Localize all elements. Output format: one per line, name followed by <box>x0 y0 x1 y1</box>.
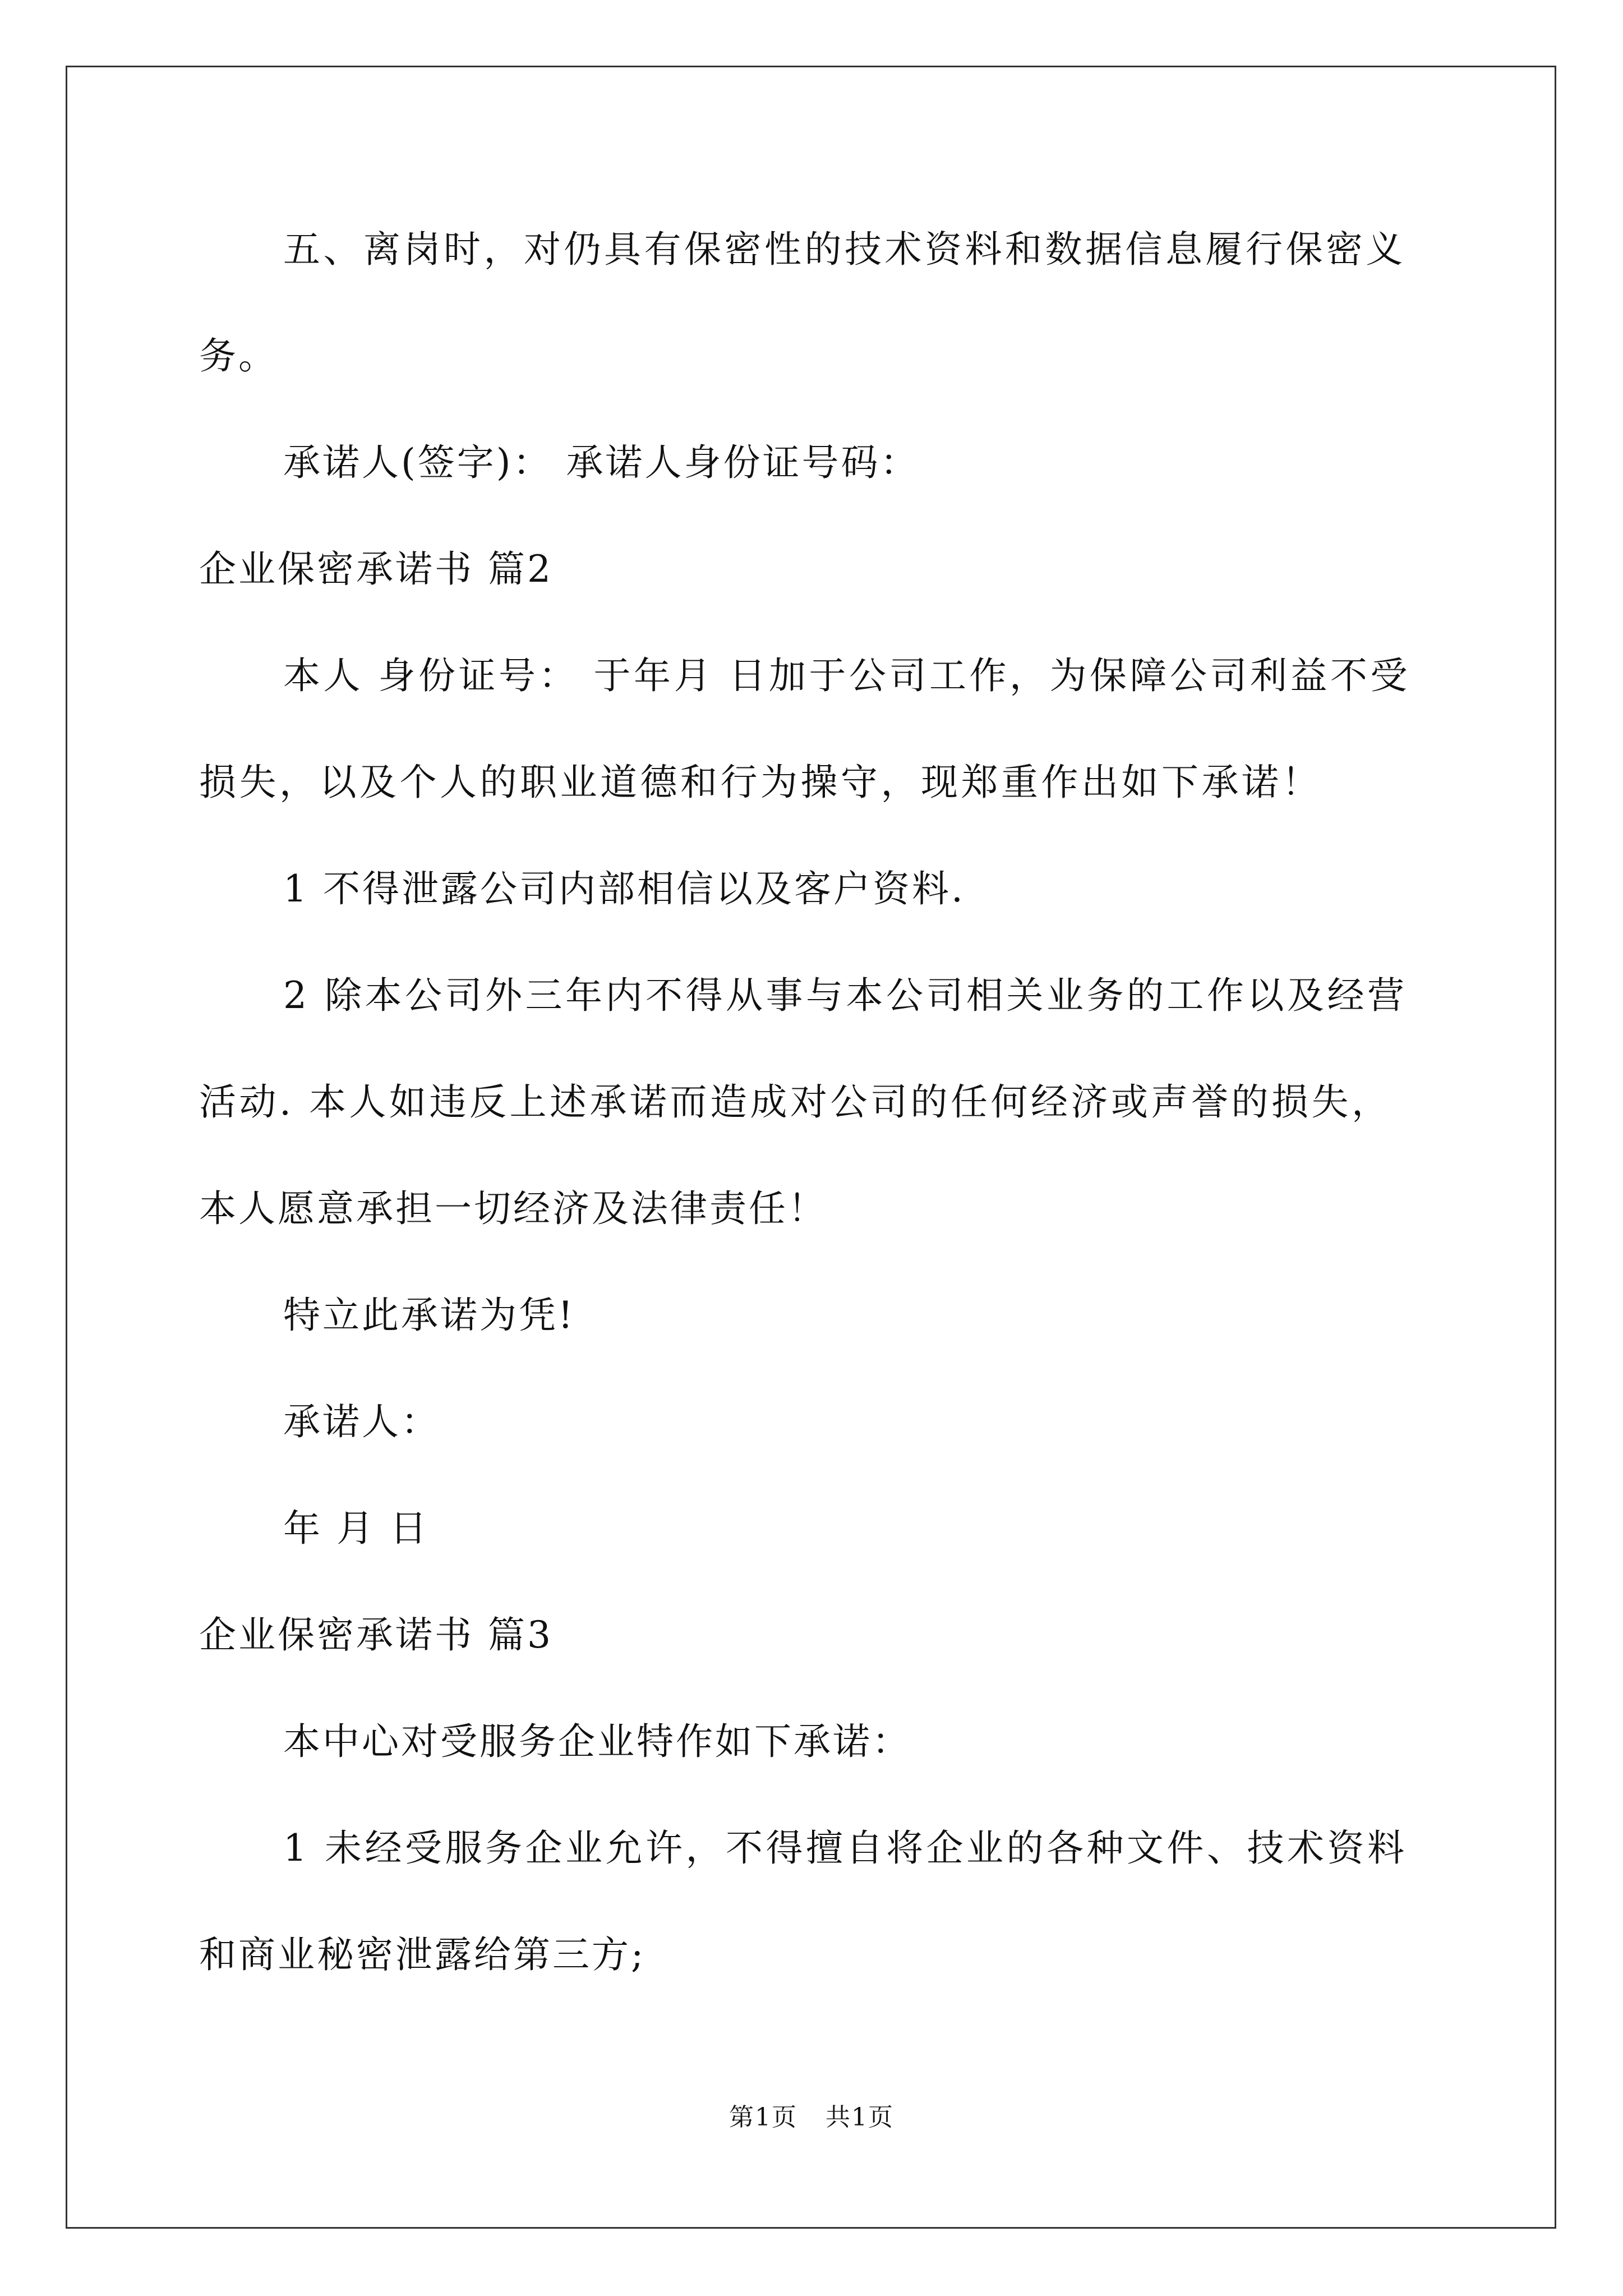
paragraph-line: 特立此承诺为凭! <box>283 1294 575 1337</box>
paragraph-line: 1 未经受服务企业允许，不得擅自将企业的各种文件、技术资料 <box>283 1826 1408 1870</box>
paragraph-line: 活动. 本人如违反上述承诺而造成对公司的任何经济或声誉的损失， <box>199 1080 1392 1124</box>
paragraph-line: 承诺人： <box>283 1400 440 1443</box>
paragraph-line: 和商业秘密泄露给第三方; <box>199 1933 646 1976</box>
paragraph-line: 2 除本公司外三年内不得从事与本公司相关业务的工作以及经营 <box>283 974 1408 1017</box>
paragraph-line: 本人愿意承担一切经济及法律责任！ <box>199 1187 827 1230</box>
paragraph-line: 务。 <box>199 334 278 378</box>
section-heading: 企业保密承诺书 篇2 <box>199 547 553 591</box>
paragraph-line: 损失，以及个人的职业道德和行为操守，现郑重作出如下承诺！ <box>199 761 1322 804</box>
paragraph-line: 本中心对受服务企业特作如下承诺： <box>283 1720 911 1763</box>
paragraph-line: 五、离岗时，对仍具有保密性的技术资料和数据信息履行保密义 <box>283 228 1406 271</box>
document-body <box>199 216 1427 2028</box>
paragraph-line: 承诺人(签字)： 承诺人身份证号码： <box>283 441 920 484</box>
paragraph-line: 本人 身份证号： 于年月 日加于公司工作，为保障公司利益不受 <box>283 654 1410 697</box>
paragraph-line: 1 不得泄露公司内部相信以及客户资料. <box>283 867 965 910</box>
page-total: 共1页 <box>826 2103 894 2132</box>
page-footer <box>0 2101 1623 2134</box>
date-line: 年 月 日 <box>283 1507 429 1550</box>
page-number: 第1页 <box>729 2103 797 2132</box>
section-heading: 企业保密承诺书 篇3 <box>199 1613 553 1657</box>
